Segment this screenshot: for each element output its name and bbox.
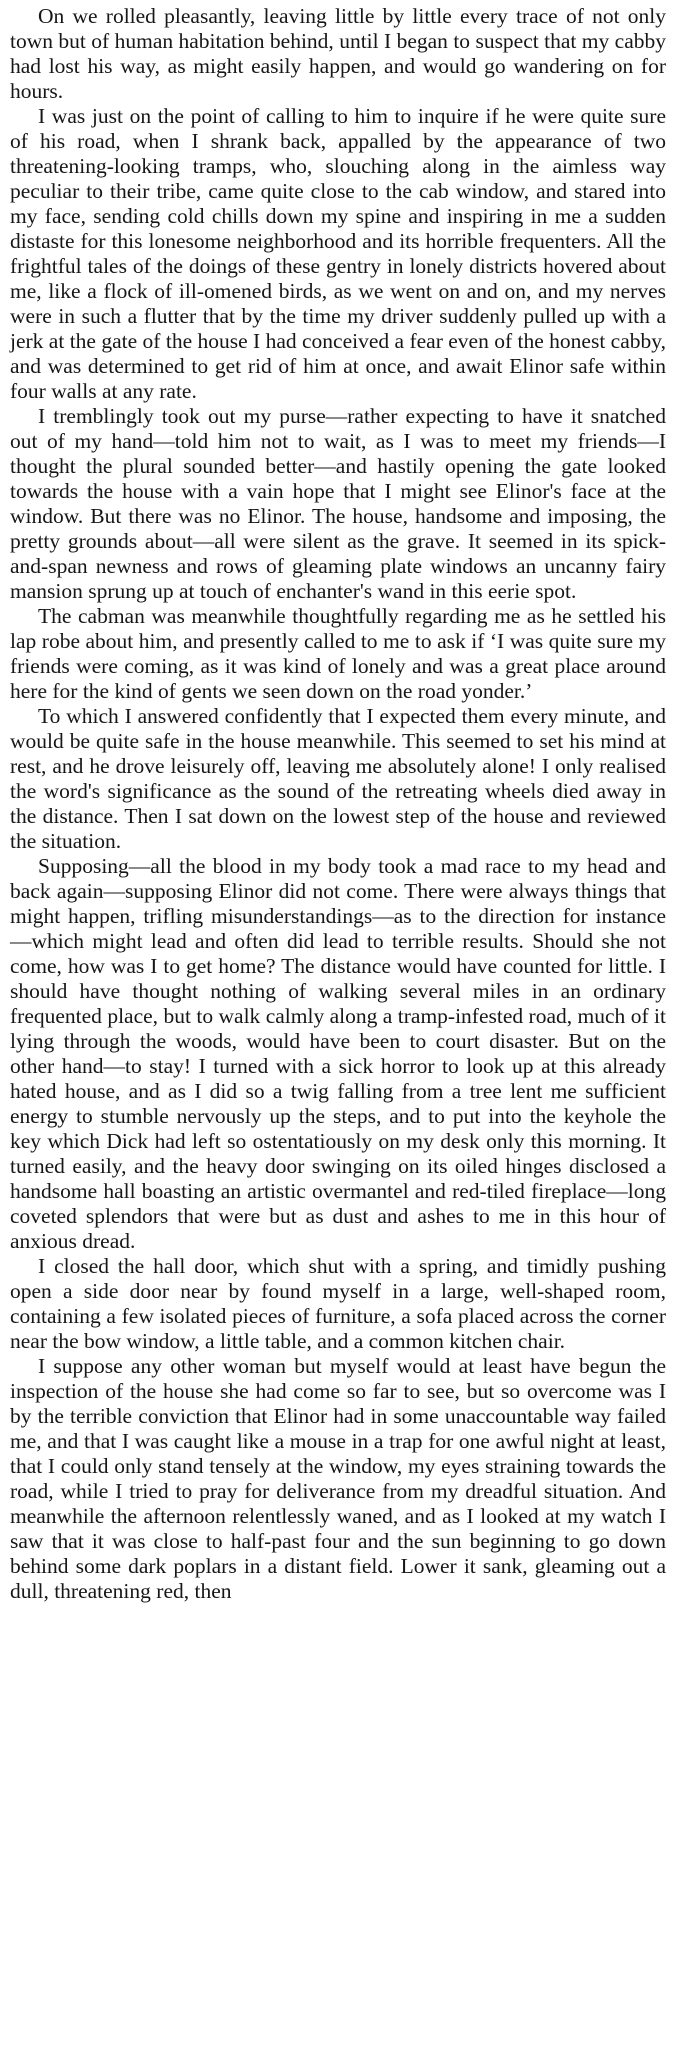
paragraph: I was just on the point of calling to him to inquire if he were quite sure of his road, when I shrank back, appalled by the appearance of two threatening-looking tramps, who, slouching along in the aimless way peculiar to their tribe, came quite close to the cab window, and stared into my face, sending cold chills down my spine and inspiring in me a sudden distaste for this lonesome neighborhood and its horrible frequenters. All the frightful tales of the doings of these gentry in lonely districts hovered about me, like a flock of ill-omened birds, as we went on and on, and my nerves were in such a flutter that by the time my driver suddenly pulled up with a jerk at the gate of the house I had conceived a fear even of the honest cabby, and was determined to get rid of him at once, and await Elinor safe within four walls at any rate. [10,104,666,403]
paragraph: I closed the hall door, which shut with a spring, and timidly pushing open a side door near by found myself in a large, well-shaped room, containing a few isolated pieces of furniture, a sofa placed across the corner near the bow window, a little table, and a common kitchen chair. [10,1254,666,1353]
paragraph: I suppose any other woman but myself would at least have begun the inspection of the house she had come so far to see, but so overcome was I by the terrible conviction that Elinor had in some unaccountable way failed me, and that I was caught like a mouse in a trap for one awful night at least, that I could only stand tensely at the window, my eyes straining towards the road, while I tried to pray for deliverance from my dreadful situation. And meanwhile the afternoon relentlessly waned, and as I looked at my watch I saw that it was close to half-past four and the sun beginning to go down behind some dark poplars in a distant field. Lower it sank, gleaming out a dull, threatening red, then [10,1354,666,1603]
paragraph: Supposing—all the blood in my body took a mad race to my head and back again—supposing Elinor did not come. There were always things that might happen, trifling misunderstandings—as to the direction for instance—which might lead and often did lead to terrible results. Should she not come, how was I to get home? The distance would have counted for little. I should have thought nothing of walking several miles in an ordinary frequented place, but to walk calmly along a tramp-infested road, much of it lying through the woods, would have been to court disaster. But on the other hand—to stay! I turned with a sick horror to look up at this already hated house, and as I did so a twig falling from a tree lent me sufficient energy to stumble nervously up the steps, and to put into the keyhole the key which Dick had left so ostentatiously on my desk only this morning. It turned easily, and the heavy door swinging on its oiled hinges disclosed a handsome hall boasting an artistic overmantel and red-tiled fireplace—long coveted splendors that were but as dust and ashes to me in this hour of anxious dread. [10,854,666,1253]
paragraph: To which I answered confidently that I expected them every minute, and would be quite safe in the house meanwhile. This seemed to set his mind at rest, and he drove leisurely off, leaving me absolutely alone! I only realised the word's significance as the sound of the retreating wheels died away in the distance. Then I sat down on the lowest step of the house and reviewed the situation. [10,704,666,853]
paragraph: The cabman was meanwhile thoughtfully regarding me as he settled his lap robe about him, and presently called to me to ask if ‘I was quite sure my friends were coming, as it was kind of lonely and was a great place around here for the kind of gents we seen down on the road yonder.’ [10,604,666,703]
paragraph: I tremblingly took out my purse—rather expecting to have it snatched out of my hand—told him not to wait, as I was to meet my friends—I thought the plural sounded better—and hastily opening the gate looked towards the house with a vain hope that I might see Elinor's face at the window. But there was no Elinor. The house, handsome and imposing, the pretty grounds about—all were silent as the grave. It seemed in its spick-and-span newness and rows of gleaming plate windows an uncanny fairy mansion sprung up at touch of enchanter's wand in this eerie spot. [10,404,666,603]
article-column [10,4,666,1604]
paragraph: On we rolled pleasantly, leaving little by little every trace of not only town but of human habitation behind, until I began to suspect that my cabby had lost his way, as might easily happen, and would go wandering on for hours. [10,4,666,103]
